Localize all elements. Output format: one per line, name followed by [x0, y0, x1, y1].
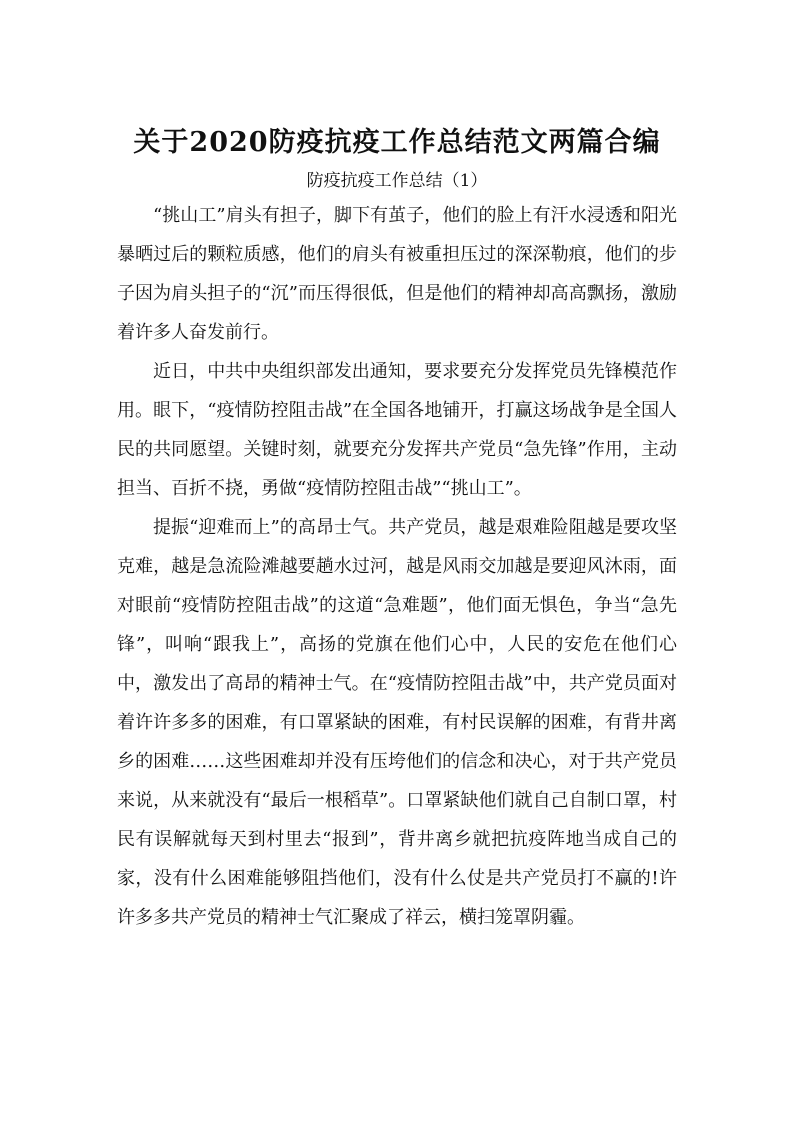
document-subtitle: 防疫抗疫工作总结（1） [306, 171, 488, 191]
paragraph: 提振“迎难而上”的高昂士气。共产党员，越是艰难险阻越是要攻坚克难，越是急流险滩越要趟水过河，越是风雨交加越是要迎风沐雨，面对眼前“疫情防控阻击战”的这道“急难题”，他们面无惧色，争当“急先锋”，叫响“跟我上”，高扬的党旗在他们心中，人民的安危在他们心中，激发出了高昂的精神士气。在“疫情防控阻击战”中，共产党员面对着许许多多的困难，有口罩紧缺的困难，有村民误解的困难，有背井离乡的困难……这些困难却并没有压垮他们的信念和决心，对于共产党员来说，从来就没有“最后一根稻草”。口罩紧缺他们就自己自制口罩，村民有误解就每天到村里去“报到”，背井离乡就把抗疫阵地当成自己的家，没有什么困难能够阻挡他们，没有什么仗是共产党员打不赢的!许许多多共产党员的精神士气汇聚成了祥云，横扫笼罩阴霾。 [117, 517, 677, 928]
document-body [117, 196, 677, 937]
paragraph: 近日，中共中央组织部发出通知，要求要充分发挥党员先锋模范作用。眼下，“疫情防控阻击战”在全国各地铺开，打赢这场战争是全国人民的共同愿望。关键时刻，就要充分发挥共产党员“急先锋”作用，主动担当、百折不挠，勇做“疫情防控阻击战”“挑山工”。 [117, 361, 677, 499]
paragraph: “挑山工”肩头有担子，脚下有茧子，他们的脸上有汗水浸透和阳光暴晒过后的颗粒质感，他们的肩头有被重担压过的深深勒痕，他们的步子因为肩头担子的“沉”而压得很低，但是他们的精神却高高飘扬，激励着许多人奋发前行。 [117, 205, 677, 343]
document-title: 关于2020防疫抗疫工作总结范文两篇合编 [133, 127, 661, 158]
